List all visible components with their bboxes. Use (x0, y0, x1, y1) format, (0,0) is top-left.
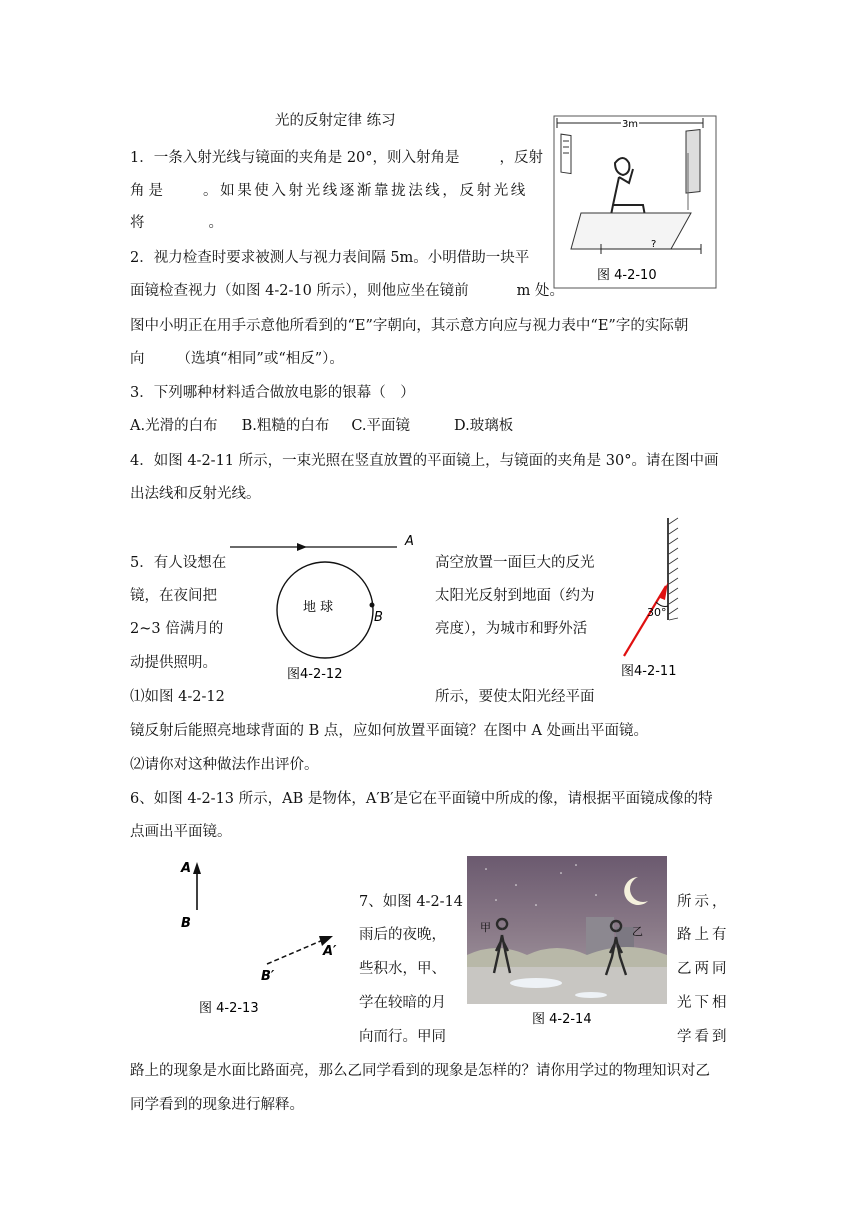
fig-4-2-13-caption: 图 4-2-13 (199, 1001, 259, 1016)
figure-4-2-10 (553, 115, 718, 290)
q3-options (130, 417, 513, 435)
figure-4-2-13 (175, 852, 355, 1020)
q1-line2 (130, 182, 528, 200)
q7-left-2: 雨后的夜晚， (359, 927, 446, 943)
q3-option-a: A.光滑的白布 (130, 418, 218, 434)
q3-option-d: D.玻璃板 (454, 418, 514, 434)
fig-4-2-10-caption: 图 4-2-10 (597, 268, 657, 283)
q1-line2-end: 。如果使入射光线逐渐靠拢法线，反射光线 (203, 183, 528, 199)
image-a-prime-b-prime (267, 940, 323, 964)
q7-left-4: 学在较暗的月 (359, 995, 446, 1011)
q5-sub1-right: 所示，要使太阳光经平面 (435, 689, 595, 705)
q3-option-b: B.粗糙的白布 (241, 418, 330, 434)
q2-line2-text: 面镜检查视力（如图 4-2-10 所示），则他应坐在镜前 (130, 283, 469, 299)
fig-4-2-13-a-prime: A′ (323, 944, 337, 959)
fig-4-2-12-caption: 图4-2-12 (287, 667, 343, 682)
q2-line3: 图中小明正在用手示意他所看到的“E”字朝向，其示意方向应与视力表中“E”字的实际朝 (130, 318, 689, 334)
incident-ray (624, 586, 666, 656)
q7-left-5: 向而行。甲同 (359, 1029, 446, 1045)
q2-line2-end: m 处。 (516, 283, 565, 299)
q5-sub1-line2: 镜反射后能照亮地球背面的 B 点，应如何放置平面镜？在图中 A 处画出平面镜。 (130, 723, 649, 739)
fig-4-2-13-b-prime: B′ (261, 969, 275, 984)
q3-option-c: C.平面镜 (351, 418, 411, 434)
q4-line1: 4．如图 4-2-11 所示，一束光照在竖直放置的平面镜上，与镜面的夹角是 30°。请在图中画 (130, 453, 719, 469)
fig-4-2-10-bottom-label: ? (651, 239, 657, 250)
q1-line2-text: 角是 (130, 183, 167, 199)
q5-left-1: 5．有人设想在 (130, 555, 227, 571)
q2-line1: 2．视力检查时要求被测人与视力表间隔 5m。小明借助一块平 (130, 250, 530, 266)
q2-line4-end: （选填“相同”或“相反”）。 (176, 351, 344, 367)
q2-line2 (130, 282, 564, 300)
fig-4-2-13-a: A (181, 861, 192, 876)
q7-left-1: 7、如图 4-2-14 (359, 894, 464, 910)
fig-4-2-13-b: B (181, 916, 191, 931)
q6-line2: 点画出平面镜。 (130, 824, 232, 840)
fig-4-2-11-caption: 图4-2-11 (621, 664, 677, 679)
figure-4-2-14 (466, 855, 668, 1030)
q6-line1: 6、如图 4-2-13 所示，AB 是物体，A′B′是它在平面镜中所成的像，请根据平面镜成像的特 (130, 791, 713, 807)
q1-line1-text: 1．一条入射光线与镜面的夹角是 20°，则入射角是 (130, 150, 460, 166)
q1-line3-end: 。 (208, 215, 223, 231)
q1-line3-text: 将 (130, 215, 145, 231)
q7-right-3: 乙两同 (677, 961, 730, 977)
q5-right-2: 太阳光反射到地面（约为 (435, 588, 595, 604)
q5-right-3: 亮度），为城市和野外活 (435, 621, 588, 637)
q5-sub2: ⑵请你对这种做法作出评价。 (130, 757, 319, 773)
fig-4-2-10-top-label: 3m (621, 119, 639, 130)
q7-line-full1: 路上的现象是水面比路面亮，那么乙同学看到的现象是怎样的？请你用学过的物理知识对乙 (130, 1063, 710, 1079)
fig-4-2-14-jia: 甲 (480, 921, 491, 934)
fig-4-2-14-caption: 图 4-2-14 (532, 1012, 592, 1027)
q7-right-2: 路上有 (677, 927, 730, 943)
q7-right-1: 所示， (677, 894, 730, 910)
fig-4-2-14-yi: 乙 (632, 925, 643, 938)
q2-line4 (130, 350, 344, 368)
q5-left-4: 动提供照明。 (130, 655, 217, 671)
figure-4-2-11 (616, 516, 696, 681)
q7-right-5: 学看到 (677, 1029, 730, 1045)
q1-line1-end: ，反射 (499, 150, 544, 166)
q5-right-1: 高空放置一面巨大的反光 (435, 555, 595, 571)
eye-chart (561, 134, 571, 173)
puddle (510, 978, 562, 988)
q7-right-4: 光下相 (677, 995, 730, 1011)
q5-sub1-left: ⑴如图 4-2-12 (130, 689, 225, 705)
q7-line-full2: 同学看到的现象进行解释。 (130, 1097, 304, 1113)
page-title: 光的反射定律 练习 (275, 113, 396, 129)
q1-line3 (130, 214, 223, 232)
q3-text: 3．下列哪种材料适合做放电影的银幕（ ） (130, 385, 415, 401)
fig-4-2-12-label-b: B (374, 610, 383, 625)
figure-4-2-12 (225, 533, 420, 683)
q5-left-3: 2~3 倍满月的 (130, 621, 224, 637)
q5-left-2: 镜，在夜间把 (130, 588, 217, 604)
point-b (370, 603, 375, 608)
fig-4-2-12-label-a: A (405, 534, 414, 549)
fig-4-2-12-earth: 地 球 (303, 600, 334, 615)
q4-line2: 出法线和反射光线。 (130, 486, 261, 502)
q1-line1 (130, 149, 543, 167)
fig-4-2-11-angle: 30° (647, 606, 667, 619)
q2-line4-text: 向 (130, 351, 145, 367)
q7-left-3: 些积水，甲、 (359, 961, 446, 977)
